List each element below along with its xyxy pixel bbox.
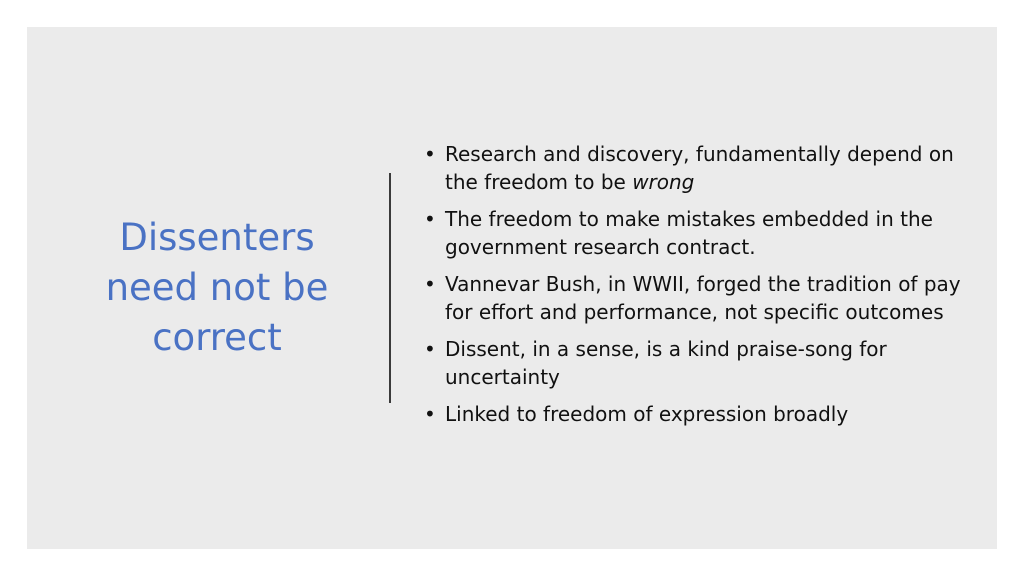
- bullet-item: [422, 270, 962, 326]
- bullet-text: Vannevar Bush, in WWII, forged the tradition of pay for effort and performance, not specific outcomes: [445, 272, 961, 324]
- vertical-divider: [389, 173, 391, 403]
- slide-title: [87, 213, 347, 363]
- slide: [27, 27, 997, 549]
- bullet-text: Research and discovery, fundamentally depend on the freedom to be: [445, 142, 954, 194]
- bullet-list: [422, 140, 962, 437]
- bullet-item: [422, 140, 962, 196]
- bullet-dot: •: [424, 337, 436, 361]
- bullet-dot: •: [424, 402, 436, 426]
- title-line: need not be: [105, 266, 329, 309]
- title-line: correct: [152, 316, 282, 359]
- bullet-dot: •: [424, 272, 436, 296]
- title-line: Dissenters: [119, 216, 315, 259]
- bullet-text: Dissent, in a sense, is a kind praise-song for uncertainty: [445, 337, 887, 389]
- bullet-emphasis: wrong: [632, 170, 695, 194]
- bullet-item: [422, 205, 962, 261]
- bullet-text: Linked to freedom of expression broadly: [445, 402, 849, 426]
- bullet-dot: •: [424, 207, 436, 231]
- bullet-item: [422, 335, 962, 391]
- bullet-dot: •: [424, 142, 436, 166]
- bullet-item: [422, 400, 962, 428]
- bullet-text: The freedom to make mistakes embedded in the government research contract.: [445, 207, 933, 259]
